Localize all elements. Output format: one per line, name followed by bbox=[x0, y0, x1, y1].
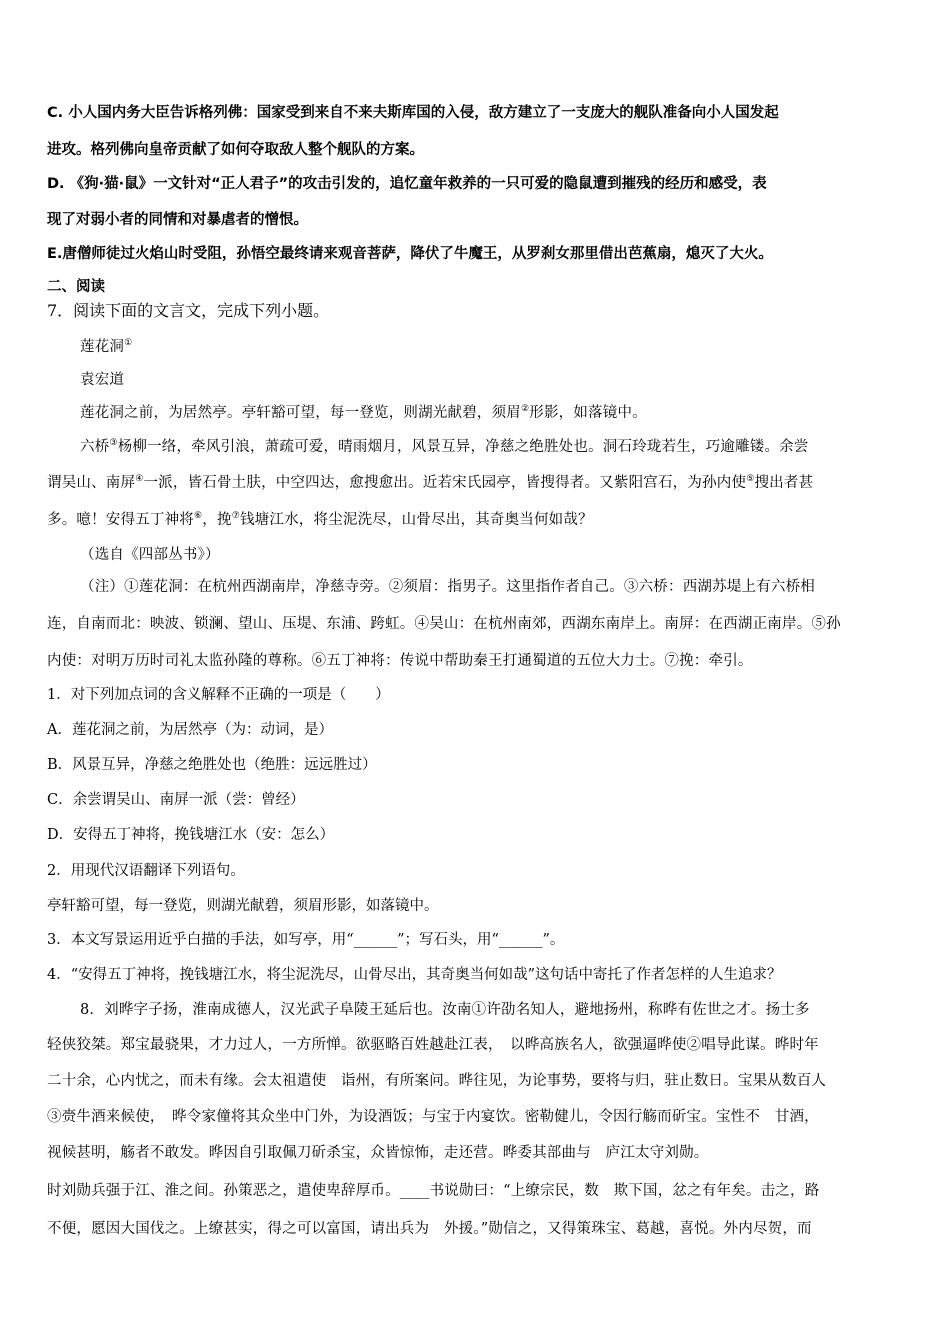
subquestion-2: 2．用现代汉语翻译下列语句。 bbox=[47, 863, 245, 879]
subquestion-1-option-d: D．安得五丁神将，挽钱塘江水（安：怎么） bbox=[47, 827, 335, 843]
article-author: 袁宏道 bbox=[80, 372, 125, 388]
q7-prompt: 7．阅读下面的文言文，完成下列小题。 bbox=[47, 301, 330, 320]
subquestion-1-option-c: C．余尝谓吴山、南屏一派（尝：曾经） bbox=[47, 792, 305, 808]
option-c-line-1: C. 小人国内务大臣告诉格列佛：国家受到来自不来夫斯库国的入侵，敌方建立了一支庞大的舰队准备向小人国发起 bbox=[47, 105, 779, 121]
subquestion-4: 4．“安得五丁神将，挽钱塘江水，将尘泥洗尽，山骨尽出，其奇奥当何如哉”这句话中寄托了作者怎样的人生追求？ bbox=[47, 967, 782, 983]
q8-line-6: 时刘勋兵强于江、淮之间。孙策恶之，遣使卑辞厚币。____书说勋曰：“上缭宗民，数 欺下国，忿之有年矣。击之，路 bbox=[47, 1183, 820, 1199]
section-heading: 二、阅读 bbox=[47, 279, 105, 295]
notes-line-1: （注）①莲花洞：在杭州西湖南岸，净慈寺旁。②须眉：指男子。这里指作者自己。③六桥：西湖苏堤上有六桥相 bbox=[80, 579, 815, 595]
paragraph-1: 莲花洞之前，为居然亭。亭轩豁可望，每一登览，则湖光献碧，须眉②形影，如落镜中。 bbox=[80, 404, 647, 421]
option-e-line-1: E.唐僧师徒过火焰山时受阻，孙悟空最终请来观音菩萨，降伏了牛魔王，从罗刹女那里借出芭蕉扇，熄灭了大火。 bbox=[47, 246, 773, 262]
q8-line-4: ③赍牛酒来候使， 晔令家僮将其众坐中门外，为设酒饭；与宝于内宴饮。密勒健儿，令因行觞而斫宝。宝性不 甘酒， bbox=[47, 1109, 819, 1125]
paragraph-2-line-3: 多。噫！安得五丁神将⑥，挽⑦钱塘江水，将尘泥洗尽，山骨尽出，其奇奥当何如哉？ bbox=[47, 511, 593, 528]
q8-line-2: 轻侠狡桀。郑宝最骁果，才力过人，一方所惮。欲驱略百姓越赴江表， 以晔高族名人，欲强逼晔使②唱导此谋。晔时年 bbox=[47, 1037, 819, 1053]
option-d-line-1: D. 《狗·猫·鼠》一文针对“正人君子”的攻击引发的，追忆童年救养的一只可爱的隐鼠遭到摧残的经历和感受，表 bbox=[47, 176, 767, 192]
q8-line-3: 二十余，心内忧之，而未有缘。会太祖遣使 诣州，有所案问。晔往见，为论事势，要将与归，驻止数日。宝果从数百人 bbox=[47, 1073, 827, 1089]
q8-line-7: 不便，愿因大国伐之。上缭甚实，得之可以富国，请出兵为 外援。”勋信之，又得策珠宝、葛越，喜悦。外内尽贺，而 bbox=[47, 1221, 812, 1237]
q8-line-1: 8．刘晔字子扬，淮南成德人，汉光武子阜陵王延后也。汝南①许劭名知人，避地扬州，称晔有佐世之才。扬士多 bbox=[80, 1002, 810, 1018]
subquestion-1-option-a: A．莲花洞之前，为居然亭（为：动词，是） bbox=[47, 722, 333, 738]
subquestion-1: 1．对下列加点词的含义解释不正确的一项是（ ） bbox=[47, 687, 390, 703]
subquestion-3: 3．本文写景运用近乎白描的手法，如写亭，用“______”；写石头，用“______”。 bbox=[47, 932, 565, 948]
paragraph-2-line-2: 谓吴山、南屏④一派，皆石骨土肤，中空四达，愈搜愈出。近若宋氏园亭，皆搜得者。又紫阳宫石，为孙内使⑤搜出者甚 bbox=[47, 474, 814, 491]
article-title: 莲花洞① bbox=[80, 338, 133, 355]
paragraph-2-line-1: 六桥③杨柳一络，牵风引浪，萧疏可爱，晴雨烟月，风景互异，净慈之绝胜处也。洞石玲珑若生，巧逾雕镂。余尝 bbox=[80, 438, 809, 455]
notes-line-3: 内使：对明万历时司礼太监孙隆的尊称。⑥五丁神将：传说中帮助秦王打通蜀道的五位大力士。⑦挽：牵引。 bbox=[47, 653, 753, 669]
subquestion-1-option-b: B．风景互异，净慈之绝胜处也（绝胜：远远胜过） bbox=[47, 757, 377, 773]
option-d-line-2: 现了对弱小者的同情和对暴虐者的憎恨。 bbox=[47, 212, 308, 228]
notes-line-2: 连，自南而北：映波、锁澜、望山、压堤、东浦、跨虹。④吴山：在杭州南郊，西湖东南岸上。南屏：在西湖正南岸。⑤孙 bbox=[47, 616, 841, 632]
subquestion-2-text: 亭轩豁可望，每一登览，则湖光献碧，须眉形影，如落镜中。 bbox=[47, 898, 439, 914]
q8-line-5: 视候甚明，觞者不敢发。晔因自引取佩刀斫杀宝，众皆惊怖，走还营。晔委其部曲与 庐江太守刘勋。 bbox=[47, 1145, 709, 1161]
source-citation: （选自《四部丛书》） bbox=[80, 547, 220, 563]
option-c-line-2: 进攻。格列佛向皇帝贡献了如何夺取敌人整个舰队的方案。 bbox=[47, 142, 424, 158]
